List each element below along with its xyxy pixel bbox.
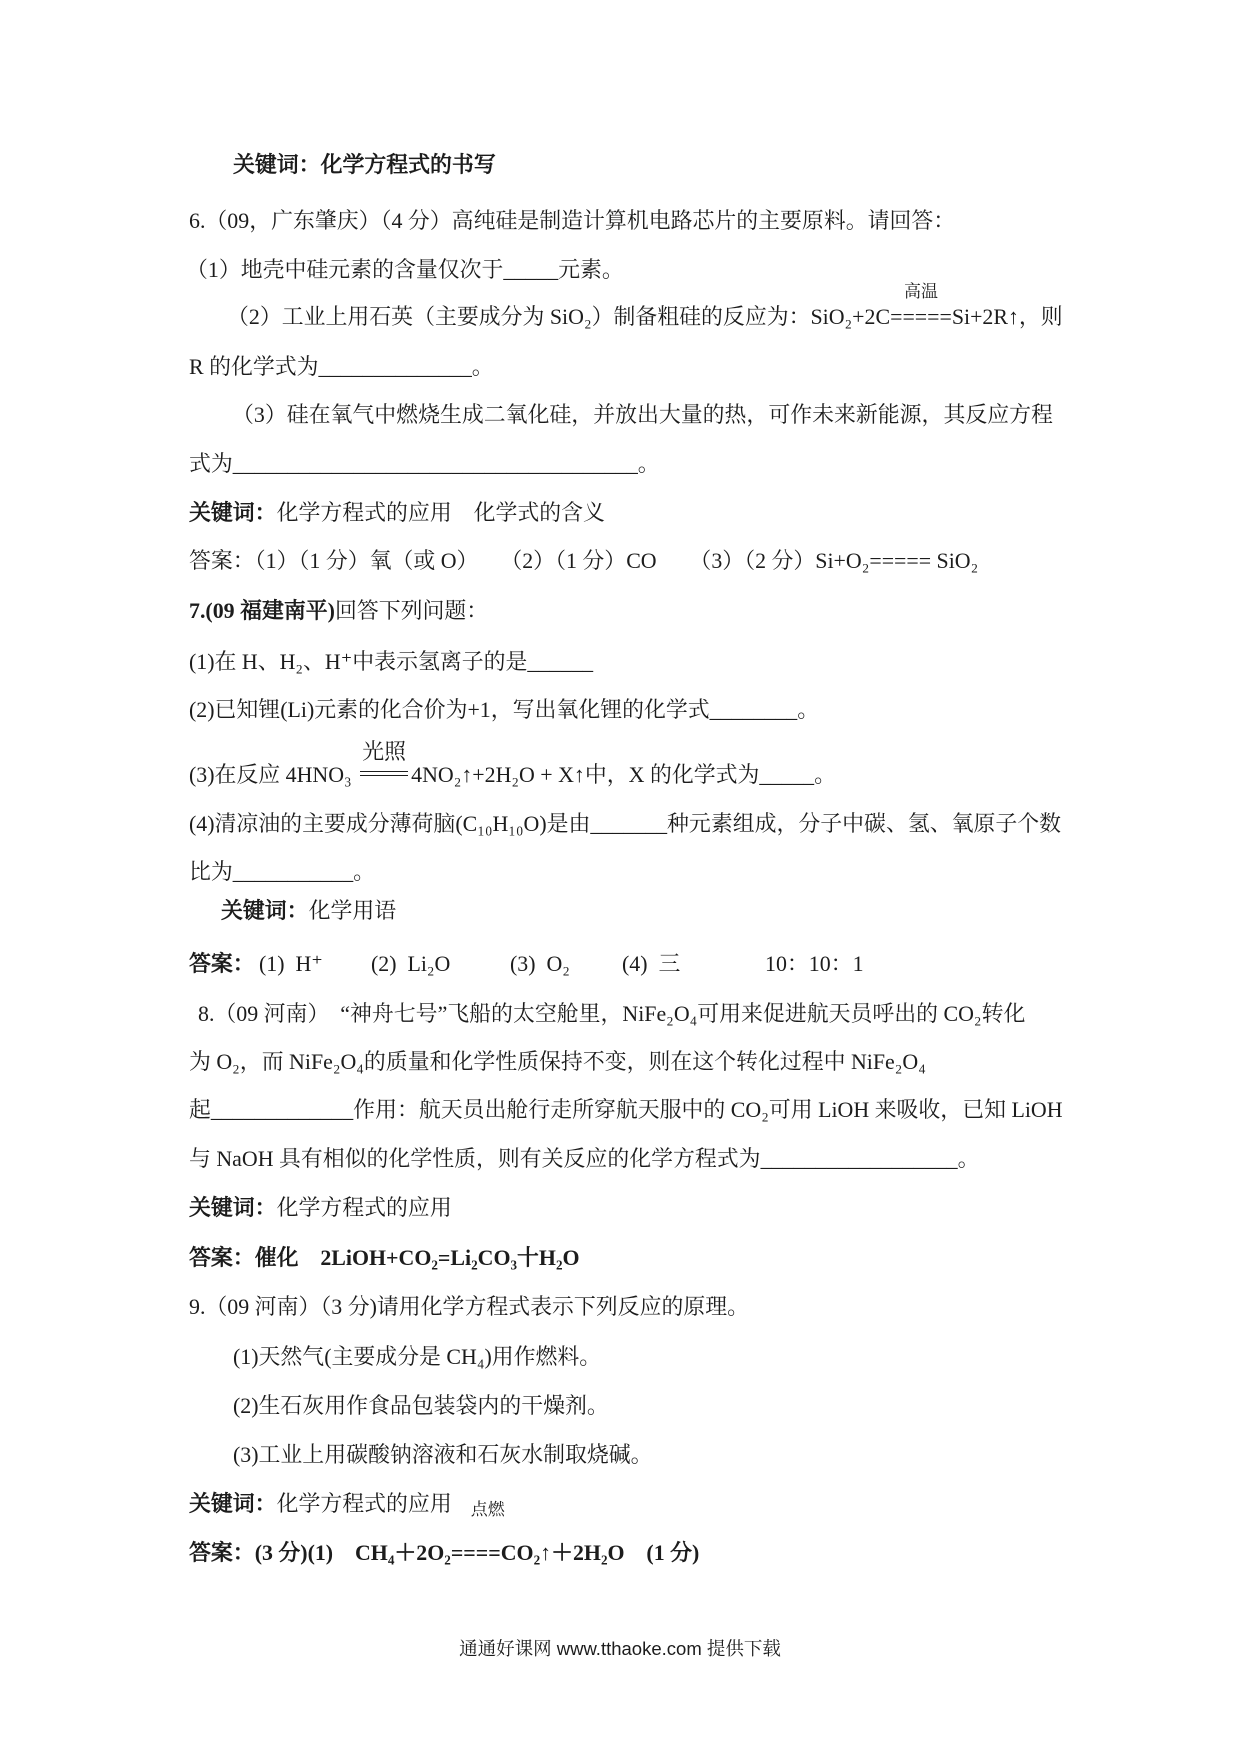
answer-label: 答案：	[189, 1245, 255, 1270]
question-6-part-1: （1）地壳中硅元素的含量仅次于_____元素。	[186, 257, 624, 282]
keywords-label: 关键词：	[233, 152, 321, 177]
question-6-part-2-continuation: R 的化学式为______________。	[189, 354, 494, 379]
question-7-part-3	[189, 739, 837, 788]
question-7-keywords	[221, 898, 396, 924]
question-7-part-2: (2)已知锂(Li)元素的化合价为+1，写出氧化锂的化学式________。	[189, 697, 820, 722]
question-6-part-3-line-2: 式为_____________________________________。	[189, 451, 660, 476]
question-6-keywords	[189, 500, 605, 526]
reaction-condition-label: 光照	[362, 739, 407, 764]
question-9-stem: 9.（09 河南）（3 分)请用化学方程式表示下列反应的原理。	[189, 1294, 750, 1319]
answer-item: (2) Li₂O	[371, 951, 451, 976]
keywords-label: 关键词：	[189, 1195, 277, 1220]
question-7-part-4-line-2: 比为___________。	[189, 859, 376, 884]
answer-text: (3 分)(1) CH₄＋2O₂	[254, 1540, 451, 1565]
question-7-part-1: (1)在 H、H₂、H⁺中表示氢离子的是______	[189, 649, 594, 674]
part-3-text: (3)在反应 4HNO₃	[189, 762, 358, 787]
equals-sign: =====	[890, 304, 952, 329]
answer-label: 答案：	[189, 1540, 255, 1565]
keywords-text: 化学方程式的应用	[276, 1491, 452, 1516]
keywords-label: 关键词：	[189, 500, 277, 525]
double-line-equals-sign	[360, 771, 408, 776]
question-6-stem: 6.（09，广东肇庆）（4 分）高纯硅是制造计算机电路芯片的主要原料。请回答：	[189, 208, 956, 233]
question-7-part-4-line-1: (4)清凉油的主要成分薄荷脑(C₁₀H₁₀O)是由_______种元素组成，分子中碳、氢、氧原子个数	[189, 811, 1062, 836]
keywords-label: 关键词：	[189, 1491, 277, 1516]
reaction-products: Si+2R↑，则	[951, 304, 1063, 329]
question-9-part-3: (3)工业上用碳酸钠溶液和石灰水制取烧碱。	[233, 1442, 653, 1467]
reaction-sign	[357, 739, 411, 788]
question-7-answer	[189, 951, 1089, 977]
question-7-title-line	[189, 598, 488, 624]
answer-text: 催化 2LiOH+CO₂=Li₂CO₃十H₂O	[254, 1245, 580, 1270]
answer-item: (3) O₂	[510, 951, 570, 976]
answer-item: 10：10：1	[765, 951, 864, 976]
question-8-keywords	[189, 1195, 452, 1221]
reaction-condition-label: 高温	[903, 282, 938, 301]
question-8-line-3: 起_____________作用：航天员出舱行走所穿航天服中的 CO₂可用 LiOH 来吸收，已知 LiOH	[189, 1097, 1063, 1122]
reaction-sign	[890, 282, 952, 330]
answer-item: (4) 三	[622, 951, 681, 976]
page-footer: 通通好课网 www.tthaoke.com 提供下载	[459, 1638, 781, 1659]
question-7-stem: 回答下列问题：	[334, 598, 489, 623]
question-7-source: 7.(09 福建南平)	[189, 598, 335, 623]
question-9-keywords	[189, 1491, 452, 1517]
question-9-part-2: (2)生石灰用作食品包装袋内的干燥剂。	[233, 1393, 609, 1418]
answer-text: （1）（1 分）氧（或 O） （2）（1 分）CO （3）（2 分）Si+O₂===== SiO₂	[254, 548, 979, 573]
answer-label: 答案：	[189, 951, 255, 976]
question-6-part-3-line-1: （3）硅在氧气中燃烧生成二氧化硅，并放出大量的热，可作未来新能源，其反应方程	[232, 402, 1053, 427]
answer-label: 答案：	[189, 548, 255, 573]
reaction-products: CO₂↑＋2H₂O (1 分)	[500, 1540, 700, 1565]
part-2-text: （2）工业上用石英（主要成分为 SiO₂）制备粗硅的反应为：SiO₂+2C	[227, 304, 891, 329]
keywords-text: 化学方程式的应用 化学式的含义	[276, 500, 605, 525]
question-9-part-1: (1)天然气(主要成分是 CH₄)用作燃料。	[233, 1344, 602, 1369]
keywords-text: 化学方程式的书写	[320, 152, 496, 177]
keywords-label: 关键词：	[221, 898, 309, 923]
question-8-line-4: 与 NaOH 具有相似的化学性质，则有关反应的化学方程式为__________________。	[189, 1146, 980, 1171]
reaction-condition-label: 点燃	[470, 1500, 505, 1519]
question-6-answer	[189, 548, 978, 574]
question-6-part-2	[227, 282, 1063, 330]
answer-item: (1) H⁺	[259, 951, 323, 976]
equals-sign: ====	[450, 1540, 501, 1565]
reaction-sign	[450, 1500, 505, 1566]
question-8-line-2: 为 O₂，而 NiFe₂O₄的质量和化学性质保持不变，则在这个转化过程中 NiFe₂O₄	[189, 1049, 926, 1074]
reaction-products: 4NO₂↑+2H₂O + X↑中，X 的化学式为_____。	[411, 762, 837, 787]
question-8-answer	[189, 1245, 580, 1271]
q5-keywords-line	[233, 152, 496, 178]
keywords-text: 化学用语	[308, 898, 397, 923]
keywords-text: 化学方程式的应用	[276, 1195, 452, 1220]
question-8-line-1: 8.（09 河南） “神舟七号”飞船的太空舱里，NiFe₂O₄可用来促进航天员呼出的 CO₂转化	[198, 1001, 1026, 1026]
